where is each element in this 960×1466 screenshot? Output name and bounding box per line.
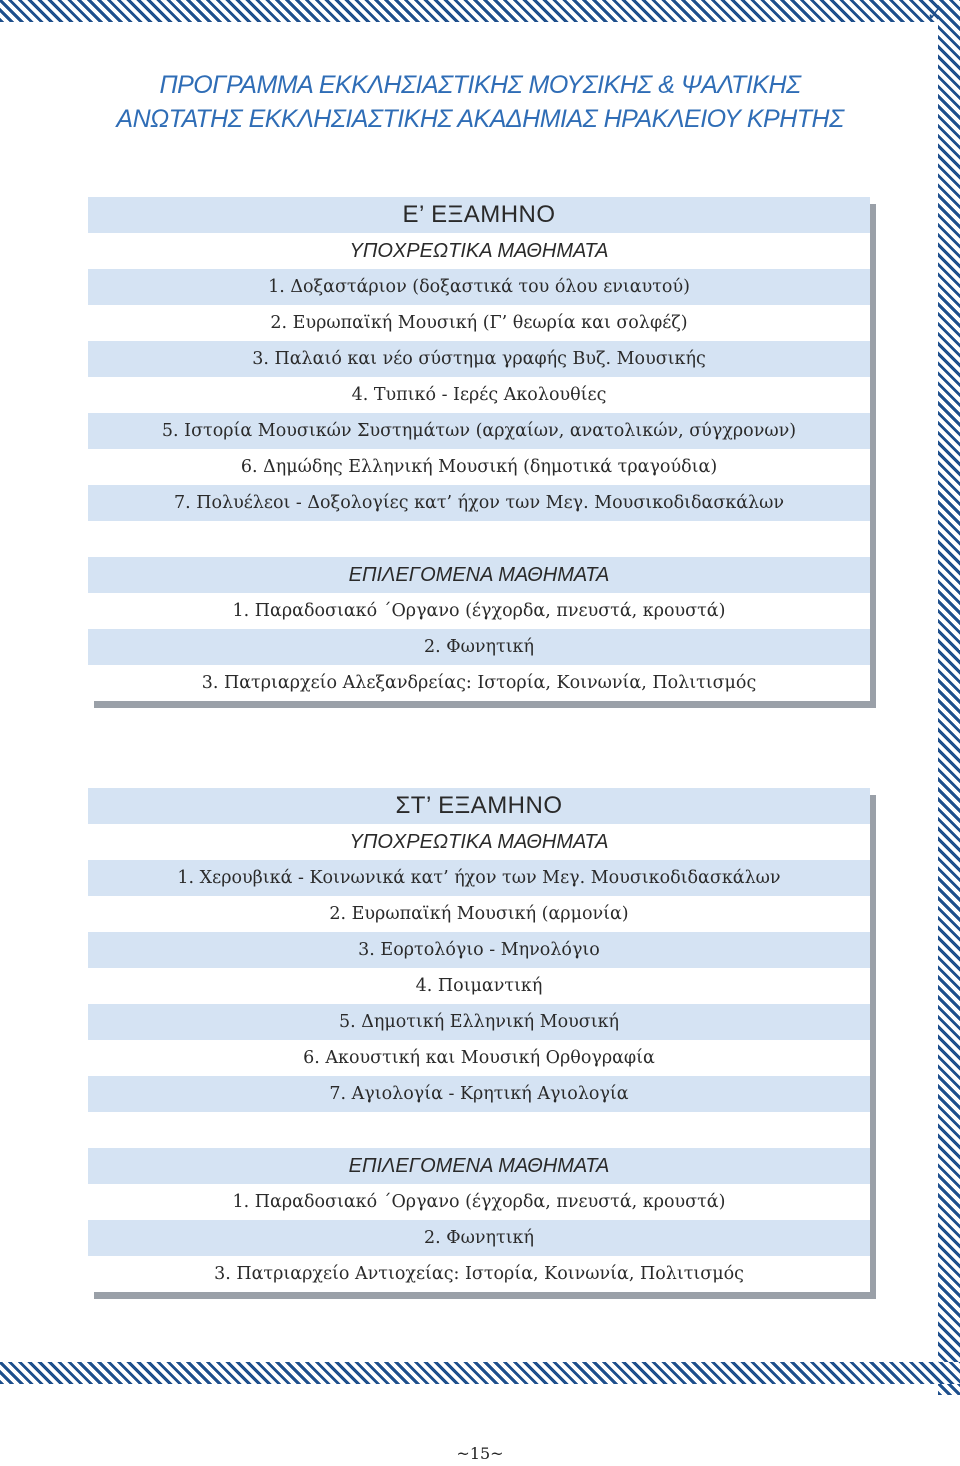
course-item: 4. Ποιμαντική — [88, 968, 870, 1004]
elective-item: 1. Παραδοσιακό ΄Οργανο (έγχορδα, πνευστά, κρουστά) — [88, 593, 870, 629]
right-decorative-border — [938, 0, 960, 1395]
elective-item: 3. Πατριαρχείο Αντιοχείας: Ιστορία, Κοινωνία, Πολιτισμός — [88, 1256, 870, 1292]
bottom-decorative-border — [0, 1362, 960, 1384]
course-item: 7. Αγιολογία - Κρητική Αγιολογία — [88, 1076, 870, 1112]
course-item: 7. Πολυέλεοι - Δοξολογίες κατ’ ήχον των Μεγ. Μουσικοδιδασκάλων — [88, 485, 870, 521]
header-line-1: ΠΡΟΓΡΑΜΜΑ ΕΚΚΛΗΣΙΑΣΤΙΚΗΣ ΜΟΥΣΙΚΗΣ & ΨΑΛΤΙΚΗΣ — [159, 71, 801, 99]
elective-item: 1. Παραδοσιακό ΄Οργανο (έγχορδα, πνευστά, κρουστά) — [88, 1184, 870, 1220]
top-decorative-border — [0, 0, 940, 22]
elective-heading: ΕΠΙΛΕΓΟΜΕΝΑ ΜΑΘΗΜΑΤΑ — [88, 1148, 870, 1184]
elective-item: 2. Φωνητική — [88, 629, 870, 665]
course-item: 3. Παλαιό και νέο σύστημα γραφής Βυζ. Μουσικής — [88, 341, 870, 377]
header-line-2: ΑΝΩΤΑΤΗΣ ΕΚΚΛΗΣΙΑΣΤΙΚΗΣ ΑΚΑΔΗΜΙΑΣ ΗΡΑΚΛΕΙΟΥ ΚΡΗΤΗΣ — [116, 105, 844, 133]
corner-check-icon: ✓ — [926, 4, 942, 25]
spacer-row — [88, 521, 870, 557]
elective-item: 3. Πατριαρχείο Αλεξανδρείας: Ιστορία, Κοινωνία, Πολιτισμός — [88, 665, 870, 701]
course-item: 5. Ιστορία Μουσικών Συστημάτων (αρχαίων, ανατολικών, σύγχρονων) — [88, 413, 870, 449]
course-item: 1. Χερουβικά - Κοινωνικά κατ’ ήχον των Μεγ. Μουσικοδιδασκάλων — [88, 860, 870, 896]
page-header — [60, 68, 900, 136]
required-heading: ΥΠΟΧΡΕΩΤΙΚΑ ΜΑΘΗΜΑΤΑ — [88, 824, 870, 860]
semester-title: Ε’ ΕΞΑΜΗΝΟ — [88, 197, 870, 233]
course-item: 3. Εορτολόγιο - Μηνολόγιο — [88, 932, 870, 968]
course-item: 1. Δοξαστάριον (δοξαστικά του όλου ενιαυτού) — [88, 269, 870, 305]
semester-title: ΣΤ’ ΕΞΑΜΗΝΟ — [88, 788, 870, 824]
elective-item: 2. Φωνητική — [88, 1220, 870, 1256]
elective-heading: ΕΠΙΛΕΓΟΜΕΝΑ ΜΑΘΗΜΑΤΑ — [88, 557, 870, 593]
page-number: ~15~ — [456, 1444, 504, 1463]
semester-5-panel — [88, 197, 870, 701]
course-item: 6. Ακουστική και Μουσική Ορθογραφία — [88, 1040, 870, 1076]
course-item: 4. Τυπικό - Ιερές Ακολουθίες — [88, 377, 870, 413]
spacer-row — [88, 1112, 870, 1148]
course-item: 5. Δημοτική Ελληνική Μουσική — [88, 1004, 870, 1040]
course-item: 2. Ευρωπαϊκή Μουσική (Γ’ θεωρία και σολφέζ) — [88, 305, 870, 341]
course-item: 2. Ευρωπαϊκή Μουσική (αρμονία) — [88, 896, 870, 932]
required-heading: ΥΠΟΧΡΕΩΤΙΚΑ ΜΑΘΗΜΑΤΑ — [88, 233, 870, 269]
semester-6-panel — [88, 788, 870, 1292]
course-item: 6. Δημώδης Ελληνική Μουσική (δημοτικά τραγούδια) — [88, 449, 870, 485]
